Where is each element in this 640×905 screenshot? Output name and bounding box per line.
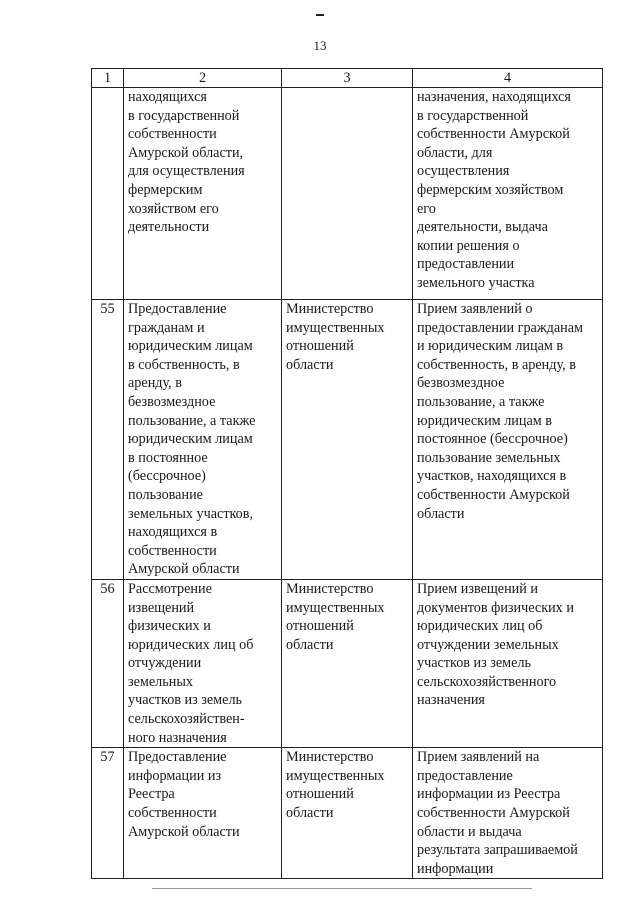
action-description: назначения, находящихся в государственной собственности Амурской области, для осуществления фермерским хозяйством его деятельности, выдача копии решения о предоставлении земельного участка: [413, 88, 603, 300]
table-row: [92, 300, 603, 580]
service-name: Предоставление гражданам и юридическим лицам в собственность, в аренду, в безвозмездное пользование, а также юридическим лицам в постоянное (бессрочное) пользование земельных участков, находящихся в собственности Амурской области: [124, 300, 282, 580]
header-col-2: 2: [124, 69, 282, 88]
header-col-1: 1: [92, 69, 124, 88]
row-number: [92, 88, 124, 300]
row-number: 55: [92, 300, 124, 580]
bottom-scan-line: [152, 888, 532, 889]
header-row: [92, 69, 603, 88]
row-number: 56: [92, 579, 124, 747]
action-description: Прием заявлений на предоставление информации из Реестра собственности Амурской области и выдача результата запрашиваемой информации: [413, 748, 603, 879]
service-name: Предоставление информации из Реестра собственности Амурской области: [124, 748, 282, 879]
header-col-4: 4: [413, 69, 603, 88]
table-row: [92, 88, 603, 300]
service-name: Рассмотрение извещений физических и юридических лиц об отчуждении земельных участков из земель сельскохозяйствен- ного назначения: [124, 579, 282, 747]
row-number: 57: [92, 748, 124, 879]
table-row: [92, 579, 603, 747]
top-dash-mark: [316, 14, 324, 16]
table-row: [92, 748, 603, 879]
service-name: находящихся в государственной собственности Амурской области, для осуществления фермерским хозяйством его деятельности: [124, 88, 282, 300]
action-description: Прием извещений и документов физических и юридических лиц об отчуждении земельных участков из земель сельскохозяйственного назначения: [413, 579, 603, 747]
action-description: Прием заявлений о предоставлении гражданам и юридическим лицам в собственность, в аренду, в безвозмездное пользование, а также юридическим лицам в постоянное (бессрочное) пользование земельных участков, находящихся в собственности Амурской области: [413, 300, 603, 580]
header-col-3: 3: [282, 69, 413, 88]
responsible-body: Министерство имущественных отношений области: [282, 300, 413, 580]
responsible-body: Министерство имущественных отношений области: [282, 579, 413, 747]
services-table: [91, 68, 603, 879]
page-number: 13: [313, 38, 327, 53]
responsible-body: Министерство имущественных отношений области: [282, 748, 413, 879]
responsible-body: [282, 88, 413, 300]
